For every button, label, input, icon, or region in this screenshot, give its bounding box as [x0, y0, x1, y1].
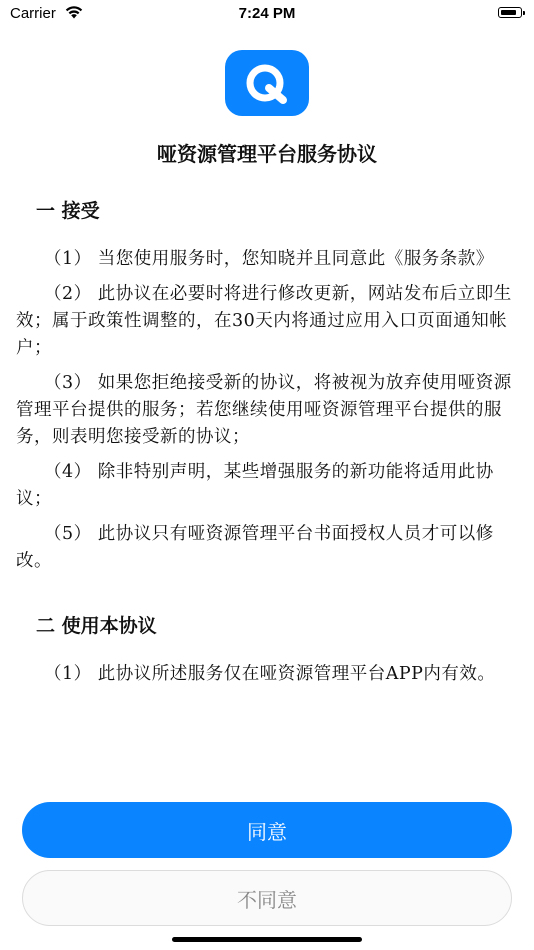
status-bar [0, 0, 534, 30]
agreement-content[interactable] [16, 186, 516, 760]
status-time: 7:24 PM [238, 5, 296, 22]
clause-text: （4） 除非特别声明，某些增强服务的新功能将适用此协议； [16, 462, 494, 509]
clause-text: （1） 此协议所述服务仅在哑资源管理平台APP内有效。 [44, 664, 496, 684]
home-indicator [172, 937, 362, 942]
section-heading-accept: 一 接受 [36, 200, 100, 222]
clause-text: （3） 如果您拒绝接受新的协议，将被视为放弃使用哑资源管理平台提供的服务；若您继续使用哑资源管理平台提供的服务，则表明您接受新的协议； [16, 373, 512, 447]
clause-text: （1） 当您使用服务时，您知晓并且同意此《服务条款》 [44, 249, 494, 269]
section-heading-usage: 二 使用本协议 [36, 615, 157, 637]
carrier-label: Carrier [10, 5, 56, 22]
page-title: 哑资源管理平台服务协议 [157, 142, 377, 166]
clause-text: （5） 此协议只有哑资源管理平台书面授权人员才可以修改。 [16, 524, 494, 571]
app-logo-q-icon [225, 50, 309, 116]
battery-icon [498, 7, 522, 18]
agree-button[interactable]: 同意 [22, 802, 512, 858]
disagree-button[interactable]: 不同意 [22, 870, 512, 926]
clause-text: （2） 此协议在必要时将进行修改更新，网站发布后立即生效；属于政策性调整的，在30天内将通过应用入口页面通知帐户； [16, 284, 512, 358]
